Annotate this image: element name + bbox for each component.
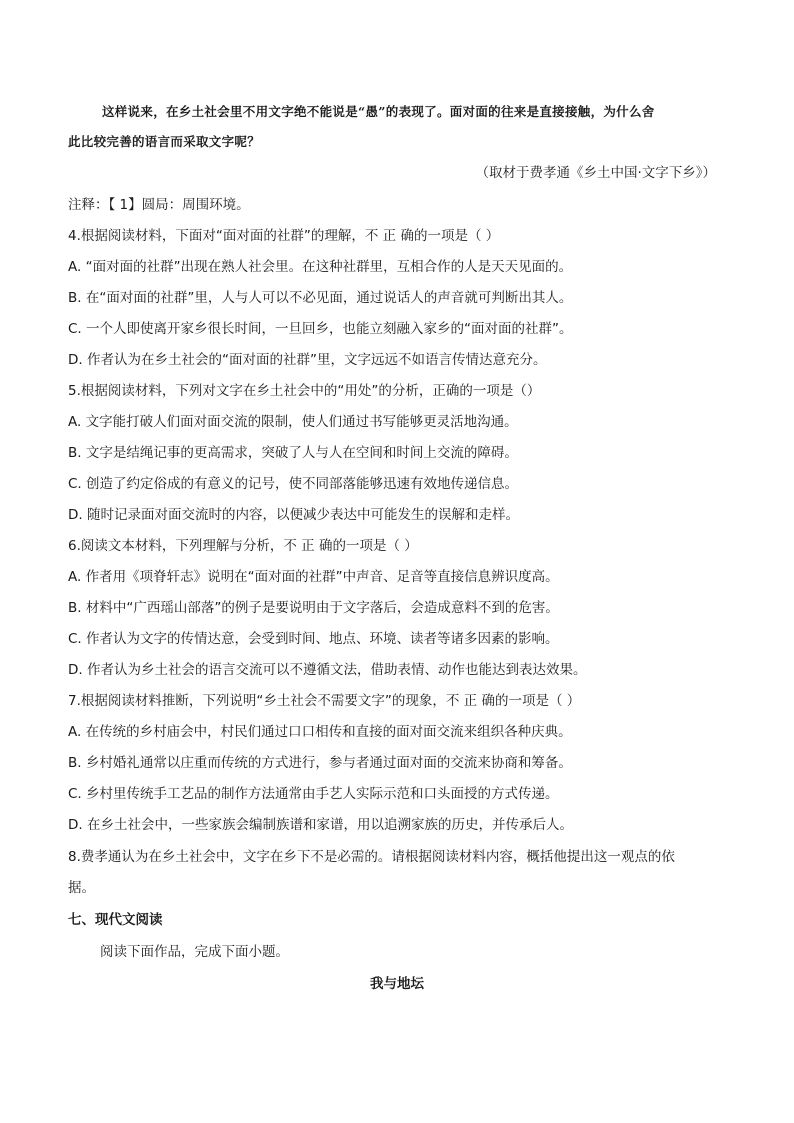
source-citation: （取材于费孝通《乡土中国·文字下乡》） — [475, 165, 716, 181]
question-7-option-d: D. 在乡土社会中，一些家族会编制族谱和家谱，用以追溯家族的历史，并传承后人。 — [68, 817, 573, 833]
question-6-option-c: C. 作者认为文字的传情达意，会受到时间、地点、环境、读者等诸多因素的影响。 — [68, 631, 559, 647]
question-6-option-a: A. 作者用《项脊轩志》说明在“面对面的社群”中声音、足音等直接信息辨识度高。 — [68, 569, 559, 585]
question-5-option-c: C. 创造了约定俗成的有意义的记号，使不同部落能够迅速有效地传递信息。 — [68, 476, 519, 492]
question-4-stem: 4.根据阅读材料，下面对“面对面的社群”的理解，不 正 确的一项是（ ） — [68, 228, 500, 244]
question-6-option-b: B. 材料中“广西瑶山部落”的例子是要说明由于文字落后，会造成意料不到的危害。 — [68, 600, 559, 616]
question-7-option-c: C. 乡村里传统手工艺品的制作方法通常由手艺人实际示范和口头面授的方式传递。 — [68, 786, 559, 802]
question-4-option-a: A. “面对面的社群”出现在熟人社会里。在这种社群里，互相合作的人是天天见面的。 — [68, 259, 573, 275]
reading-instruction: 阅读下面作品，完成下面小题。 — [100, 944, 289, 960]
question-4-option-c: C. 一个人即使离开家乡很长时间，一旦回乡，也能立刻融入家乡的“面对面的社群”。 — [68, 321, 573, 337]
article-title: 我与地坛 — [370, 976, 424, 992]
question-7-stem: 7.根据阅读材料推断，下列说明“乡土社会不需要文字”的现象，不 正 确的一项是（ ） — [68, 693, 581, 709]
question-6-option-d: D. 作者认为乡土社会的语言交流可以不遵循文法，借助表情、动作也能达到表达效果。 — [68, 662, 587, 678]
section-heading: 七、现代文阅读 — [68, 912, 163, 928]
footnote: 注释：【 1】圆局：周围环境。 — [68, 197, 250, 213]
question-5-option-b: B. 文字是结绳记事的更高需求，突破了人与人在空间和时间上交流的障碍。 — [68, 445, 518, 461]
question-8-line-2: 据。 — [68, 880, 95, 896]
question-8-line-1: 8.费孝通认为在乡土社会中，文字在乡下不是必需的。请根据阅读材料内容，概括他提出这一观点的依 — [68, 849, 675, 865]
question-5-option-a: A. 文字能打破人们面对面交流的限制，使人们通过书写能够更灵活地沟通。 — [68, 414, 518, 430]
question-7-option-a: A. 在传统的乡村庙会中，村民们通过口口相传和直接的面对面交流来组织各种庆典。 — [68, 724, 572, 740]
question-5-option-d: D. 随时记录面对面交流时的内容，以便减少表达中可能发生的误解和走样。 — [68, 507, 519, 523]
question-4-option-d: D. 作者认为在乡土社会的“面对面的社群”里，文字远远不如语言传情达意充分。 — [68, 352, 547, 368]
question-4-option-b: B. 在“面对面的社群”里，人与人可以不必见面，通过说话人的声音就可判断出其人。 — [68, 290, 573, 306]
intro-line-2: 此比较完善的语言而采取文字呢？ — [68, 134, 261, 149]
question-6-stem: 6.阅读文本材料，下列理解与分析，不 正 确的一项是（ ） — [68, 538, 418, 554]
question-5-stem: 5.根据阅读材料，下列对文字在乡土社会中的“用处”的分析，正确的一项是（） — [68, 383, 541, 399]
intro-line-1: 这样说来，在乡土社会里不用文字绝不能说是“愚”的表现了。面对面的往来是直接接触，为什么舍 — [102, 104, 655, 119]
question-7-option-b: B. 乡村婚礼通常以庄重而传统的方式进行，参与者通过面对面的交流来协商和筹备。 — [68, 755, 572, 771]
